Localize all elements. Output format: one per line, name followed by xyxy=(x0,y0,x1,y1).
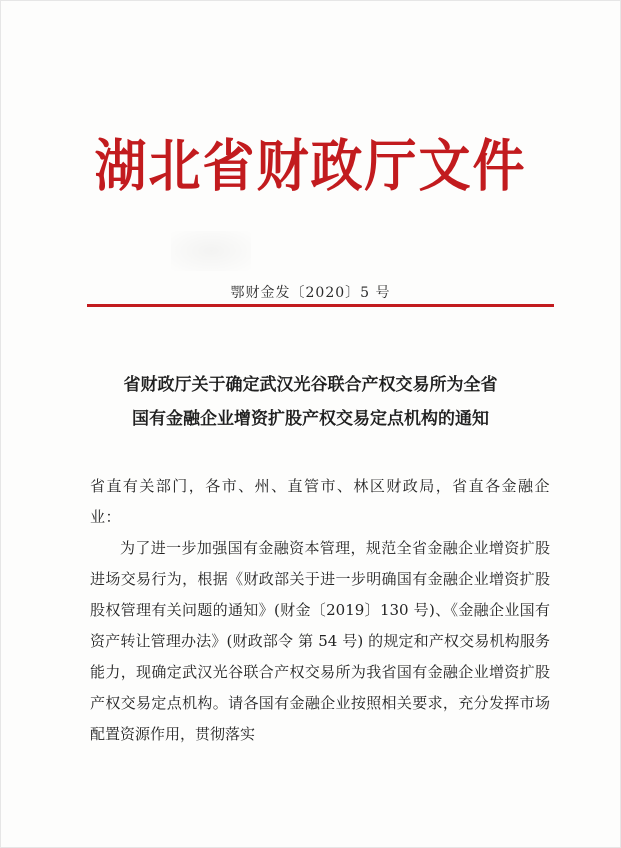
document-body xyxy=(90,471,550,750)
notice-title xyxy=(61,368,560,436)
document-number: 鄂财金发〔2020〕5 号 xyxy=(230,285,391,301)
red-divider-line xyxy=(87,304,554,307)
body-paragraph-1: 为了进一步加强国有金融资本管理，规范全省金融企业增资扩股进场交易行为，根据《财政部关于进一步明确国有金融企业增资扩股股权管理有关问题的通知》(财金〔2019〕130 号)、《金融企业国有资产转让管理办法》(财政部令 第 54 号) 的规定和产权交易机构服务能力，现确定武汉光谷联合产权交易所为我省国有金融企业增资扩股产权交易定点机构。请各国有金融企业按照相关要求，充分发挥市场配置资源作用，贯彻落实 xyxy=(90,539,550,743)
notice-title-line-1: 省财政厅关于确定武汉光谷联合产权交易所为全省 xyxy=(123,375,498,395)
notice-title-line-2: 国有金融企业增资扩股产权交易定点机构的通知 xyxy=(132,409,489,429)
masthead-title: 湖北省财政厅文件 xyxy=(94,133,527,200)
addressee-text: 省直有关部门，各市、州、直管市、林区财政局，省直各金融企业： xyxy=(90,477,550,526)
scan-shadow xyxy=(171,231,251,271)
